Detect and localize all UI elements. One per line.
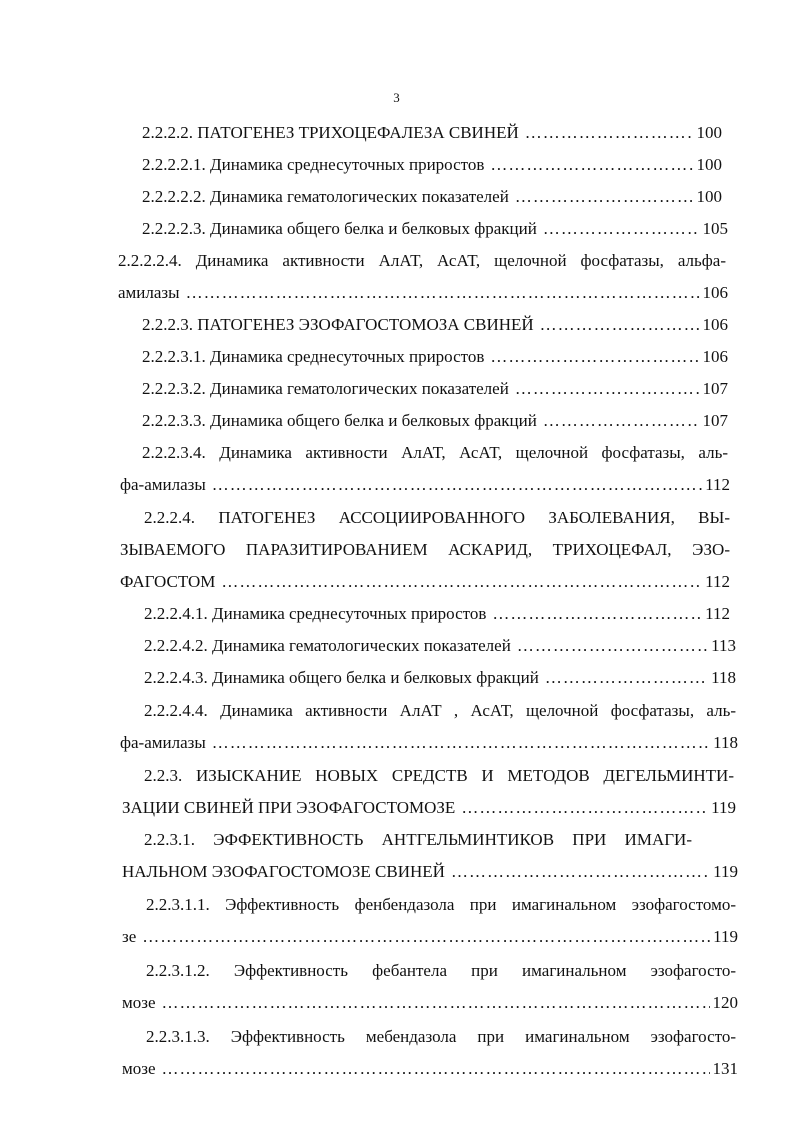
- toc-entry: [122, 861, 738, 883]
- toc-entry-page: 112: [705, 475, 730, 494]
- toc-entry-label: НАЛЬНОМ ЭЗОФАГОСТОМОЗЕ СВИНЕЙ: [122, 862, 445, 881]
- leader-dots: [525, 122, 694, 144]
- toc-entry: [142, 186, 722, 208]
- leader-dots: [492, 603, 702, 625]
- toc-entry: [142, 346, 728, 368]
- toc-entry: [144, 667, 736, 689]
- leader-dots: [212, 474, 702, 496]
- toc-entry-page: 105: [702, 219, 728, 238]
- toc-entry-label: 2.2.2.2.2. Динамика гематологических показателей: [142, 187, 509, 206]
- toc-entry-page: 100: [696, 123, 722, 142]
- toc-entry-page: 106: [702, 283, 728, 302]
- toc-entry-page: 119: [713, 862, 738, 881]
- toc-entry-label: 2.2.2.3. ПАТОГЕНЕЗ ЭЗОФАГОСТОМОЗА СВИНЕЙ: [142, 315, 534, 334]
- toc-entry: [144, 603, 730, 625]
- leader-dots: [162, 992, 710, 1014]
- toc-entry-page: 100: [696, 155, 722, 174]
- toc-entry-first-line: 2.2.3.1. ЭФФЕКТИВНОСТЬ АНТГЕЛЬМИНТИКОВ ПРИ ИМАГИ-: [144, 830, 692, 849]
- toc-entry-label: ФАГОСТОМ: [120, 572, 216, 591]
- toc-entry-label: мозе: [122, 1059, 156, 1078]
- toc-entry-first-line: 2.2.3.1.1. Эффективность фенбендазола при имагинальном эзофагостомо-: [146, 895, 736, 914]
- toc-entry-label: 2.2.2.4.3. Динамика общего белка и белковых фракций: [144, 668, 539, 687]
- toc-entry: [122, 797, 736, 819]
- toc-entry-page: 106: [702, 315, 728, 334]
- toc-entry-page: 107: [702, 411, 728, 430]
- toc-entry: [118, 282, 728, 304]
- toc-entry-label: ЗАЦИИ СВИНЕЙ ПРИ ЭЗОФАГОСТОМОЗЕ: [122, 798, 456, 817]
- toc-entry-first-line: 2.2.3. ИЗЫСКАНИЕ НОВЫХ СРЕДСТВ И МЕТОДОВ ДЕГЕЛЬМИНТИ-: [144, 766, 734, 785]
- toc-entry: [142, 314, 728, 336]
- toc-entry-label: 2.2.2.4.1. Динамика среднесуточных приростов: [144, 604, 487, 623]
- toc-entry-first-line: 2.2.2.4. ПАТОГЕНЕЗ АССОЦИИРОВАННОГО ЗАБОЛЕВАНИЯ, ВЫ-: [144, 508, 730, 527]
- leader-dots: [490, 154, 693, 176]
- leader-dots: [221, 571, 702, 593]
- toc-entry-first-line: 2.2.2.3.4. Динамика активности АлАТ, АсАТ, щелочной фосфатазы, аль-: [142, 443, 728, 462]
- toc-entry-label: 2.2.2.2.1. Динамика среднесуточных приростов: [142, 155, 485, 174]
- toc-entry-first-line: 2.2.2.2.4. Динамика активности АлАТ, АсАТ, щелочной фосфатазы, альфа-: [118, 251, 726, 270]
- leader-dots: [517, 635, 708, 657]
- toc-entry-label: 2.2.2.2.3. Динамика общего белка и белковых фракций: [142, 219, 537, 238]
- toc-entry-page: 112: [705, 604, 730, 623]
- toc-entry-label: амилазы: [118, 283, 180, 302]
- leader-dots: [186, 282, 700, 304]
- toc-entry: [142, 378, 728, 400]
- leader-dots: [162, 1058, 710, 1080]
- toc-entry-page: 112: [705, 572, 730, 591]
- toc-entry: [142, 154, 722, 176]
- page-number: 3: [393, 90, 400, 105]
- toc-entry-first-line: 2.2.3.1.2. Эффективность фебантела при имагинальном эзофагосто-: [146, 961, 736, 980]
- leader-dots: [461, 797, 708, 819]
- toc-entry: [122, 992, 738, 1014]
- leader-dots: [451, 861, 710, 883]
- toc-entry-first-line: 2.2.3.1.3. Эффективность мебендазола при имагинальном эзофагосто-: [146, 1027, 736, 1046]
- leader-dots: [543, 410, 700, 432]
- toc-entry-label: 2.2.2.3.3. Динамика общего белка и белковых фракций: [142, 411, 537, 430]
- toc-entry-label: 2.2.2.3.2. Динамика гематологических показателей: [142, 379, 509, 398]
- leader-dots: [540, 314, 700, 336]
- toc-entry-first-line: 2.2.2.4.4. Динамика активности АлАТ , АсАТ, щелочной фосфатазы, аль-: [144, 701, 736, 720]
- toc-entry-second-line: ЗЫВАЕМОГО ПАРАЗИТИРОВАНИЕМ АСКАРИД, ТРИХОЦЕФАЛ, ЭЗО-: [120, 540, 730, 559]
- toc-entry: [144, 635, 736, 657]
- toc-entry: [120, 474, 730, 496]
- toc-entry-page: 118: [713, 733, 738, 752]
- toc-entry: [120, 732, 738, 754]
- toc-entry: [142, 122, 722, 144]
- toc-entry-label: 2.2.2.2. ПАТОГЕНЕЗ ТРИХОЦЕФАЛЕЗА СВИНЕЙ: [142, 123, 519, 142]
- leader-dots: [515, 186, 694, 208]
- toc-entry-label: фа-амилазы: [120, 475, 206, 494]
- toc-entry-label: зе: [122, 927, 137, 946]
- toc-entry-page: 113: [711, 636, 736, 655]
- toc-entry: [142, 410, 728, 432]
- toc-entry-label: 2.2.2.4.2. Динамика гематологических показателей: [144, 636, 511, 655]
- leader-dots: [142, 926, 710, 948]
- toc-entry-page: 100: [696, 187, 722, 206]
- toc-entry-page: 107: [702, 379, 728, 398]
- toc-entry-label: 2.2.2.3.1. Динамика среднесуточных приростов: [142, 347, 485, 366]
- toc-entry-page: 120: [712, 993, 738, 1012]
- toc-entry-page: 118: [711, 668, 736, 687]
- leader-dots: [212, 732, 710, 754]
- toc-entry-page: 119: [711, 798, 736, 817]
- toc-entry: [122, 1058, 738, 1080]
- toc-entry-page: 131: [712, 1059, 738, 1078]
- leader-dots: [515, 378, 700, 400]
- leader-dots: [543, 218, 700, 240]
- toc-entry: [120, 571, 730, 593]
- toc-entry-label: мозе: [122, 993, 156, 1012]
- toc-entry-label: фа-амилазы: [120, 733, 206, 752]
- leader-dots: [490, 346, 699, 368]
- toc-entry-page: 119: [713, 927, 738, 946]
- toc-entry: [142, 218, 728, 240]
- toc-entry: [122, 926, 738, 948]
- leader-dots: [545, 667, 708, 689]
- toc-entry-page: 106: [702, 347, 728, 366]
